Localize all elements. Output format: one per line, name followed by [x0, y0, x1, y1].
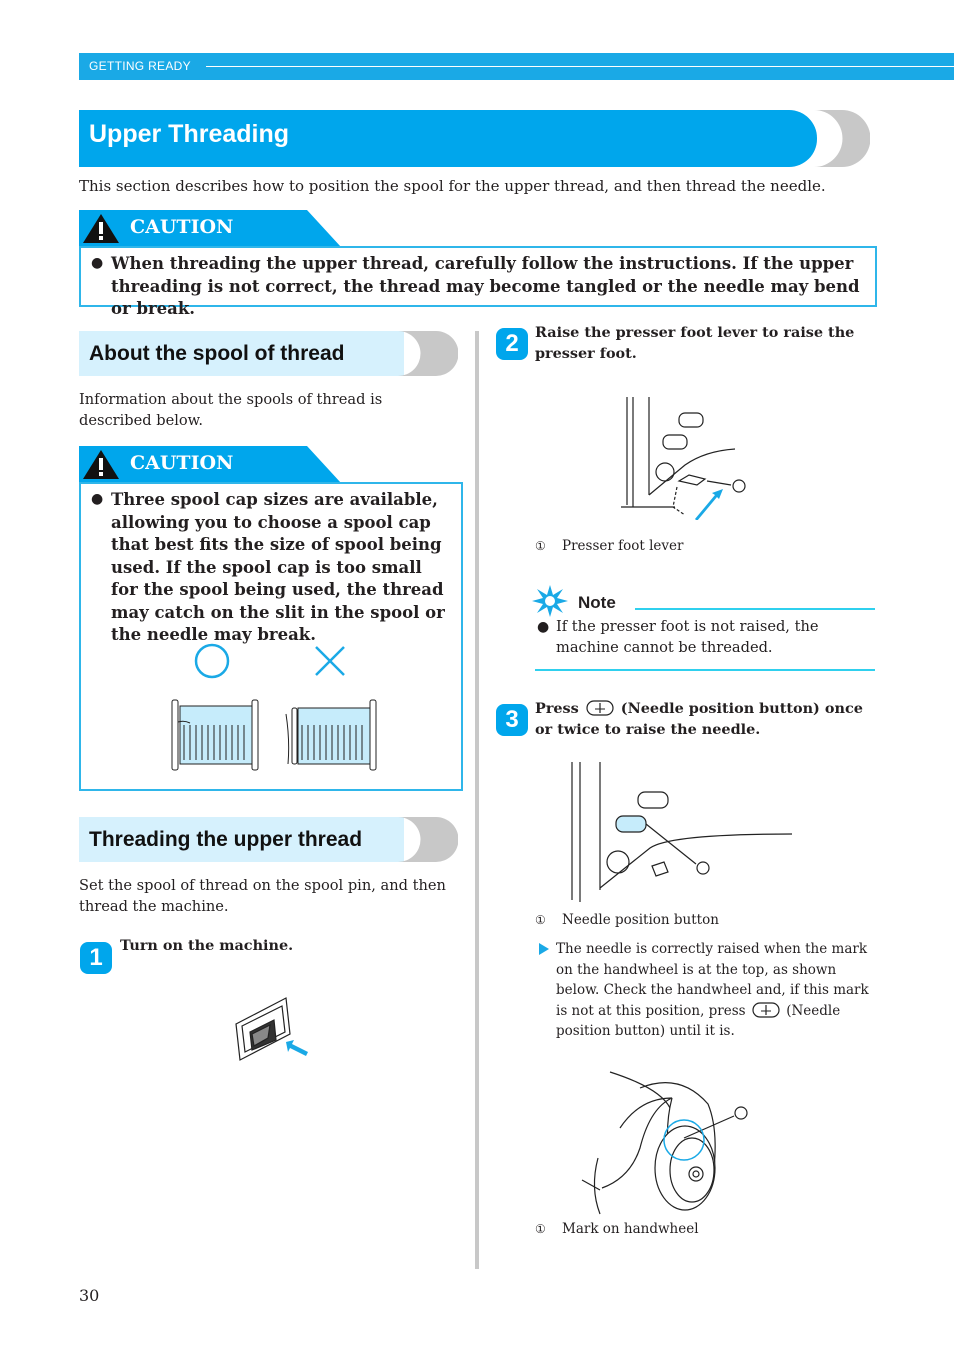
title-decoration	[814, 110, 870, 167]
step-number-1: 1	[80, 942, 112, 974]
threading-section-title: Threading the upper thread	[89, 828, 363, 851]
note-text: If the presser foot is not raised, the machine cannot be threaded.	[556, 618, 819, 656]
header-rule	[206, 66, 954, 67]
bullet-icon: ●	[91, 491, 104, 507]
needle-position-button-icon	[752, 1002, 780, 1018]
section-header-decoration	[398, 817, 458, 862]
step-3-text	[535, 699, 875, 740]
note-rule	[635, 608, 875, 610]
step-3-caption-2: Mark on handwheel	[562, 1221, 699, 1237]
ref-number: ①	[535, 913, 546, 927]
spool-section-body: Information about the spools of thread is described below.	[79, 391, 383, 429]
presser-foot-illustration	[615, 395, 755, 520]
ref-number: ①	[535, 1222, 546, 1236]
step-3-result	[556, 939, 874, 1042]
step-3-result-b: (Needle position button) until it is.	[556, 1002, 841, 1039]
section-header-decoration	[398, 331, 458, 376]
needle-position-illustration	[560, 760, 800, 905]
caution-label: CAUTION	[130, 452, 234, 474]
handwheel-illustration	[580, 1068, 760, 1218]
step-3-result-a: The needle is correctly raised when the mark on the handwheel is at the top, as shown below. Check the handwheel and, if this mark is not at this position, press	[556, 941, 869, 1019]
step-number-2: 2	[496, 328, 528, 360]
needle-position-button-icon	[586, 700, 614, 716]
threading-section-body: Set the spool of thread on the spool pin, and then thread the machine.	[79, 877, 446, 915]
note-label: Note	[578, 593, 616, 612]
page-number: 30	[79, 1286, 100, 1305]
step-3-press: Press	[535, 700, 579, 717]
bullet-icon: ●	[91, 255, 104, 271]
bullet-icon: ●	[537, 619, 550, 635]
section-label: GETTING READY	[89, 59, 191, 73]
step-2-text: Raise the presser foot lever to raise the presser foot.	[535, 324, 855, 362]
result-arrow-icon	[538, 943, 550, 955]
step-3-button-name: (Needle position button) once or twice to raise the needle.	[535, 700, 863, 738]
intro-text: This section describes how to position the spool for the upper thread, and then thread the needle.	[79, 177, 826, 195]
power-switch-illustration	[230, 994, 310, 1062]
caution-text: When threading the upper thread, carefully follow the instructions. If the upper threading is not correct, the thread may become tangled or the needle may bend or break.	[111, 254, 860, 318]
step-3-caption: Needle position button	[562, 912, 719, 928]
column-divider	[475, 331, 479, 1269]
page-title: Upper Threading	[89, 120, 290, 148]
step-number-3: 3	[496, 704, 528, 736]
note-rule	[535, 669, 875, 671]
step-2-caption: Presser foot lever	[562, 538, 684, 554]
spool-cap-illustration	[160, 640, 390, 775]
note-icon	[531, 584, 569, 618]
spool-section-title: About the spool of thread	[89, 342, 345, 365]
caution-text: Three spool cap sizes are available, allowing you to choose a spool cap that best fits the size of spool being used. If the spool cap is too small for the spool being used, the thread may catch on the slit in the spool or the needle may break.	[111, 490, 445, 644]
ref-number: ①	[535, 539, 546, 553]
step-1-text: Turn on the machine.	[120, 937, 294, 954]
caution-label: CAUTION	[130, 216, 234, 238]
